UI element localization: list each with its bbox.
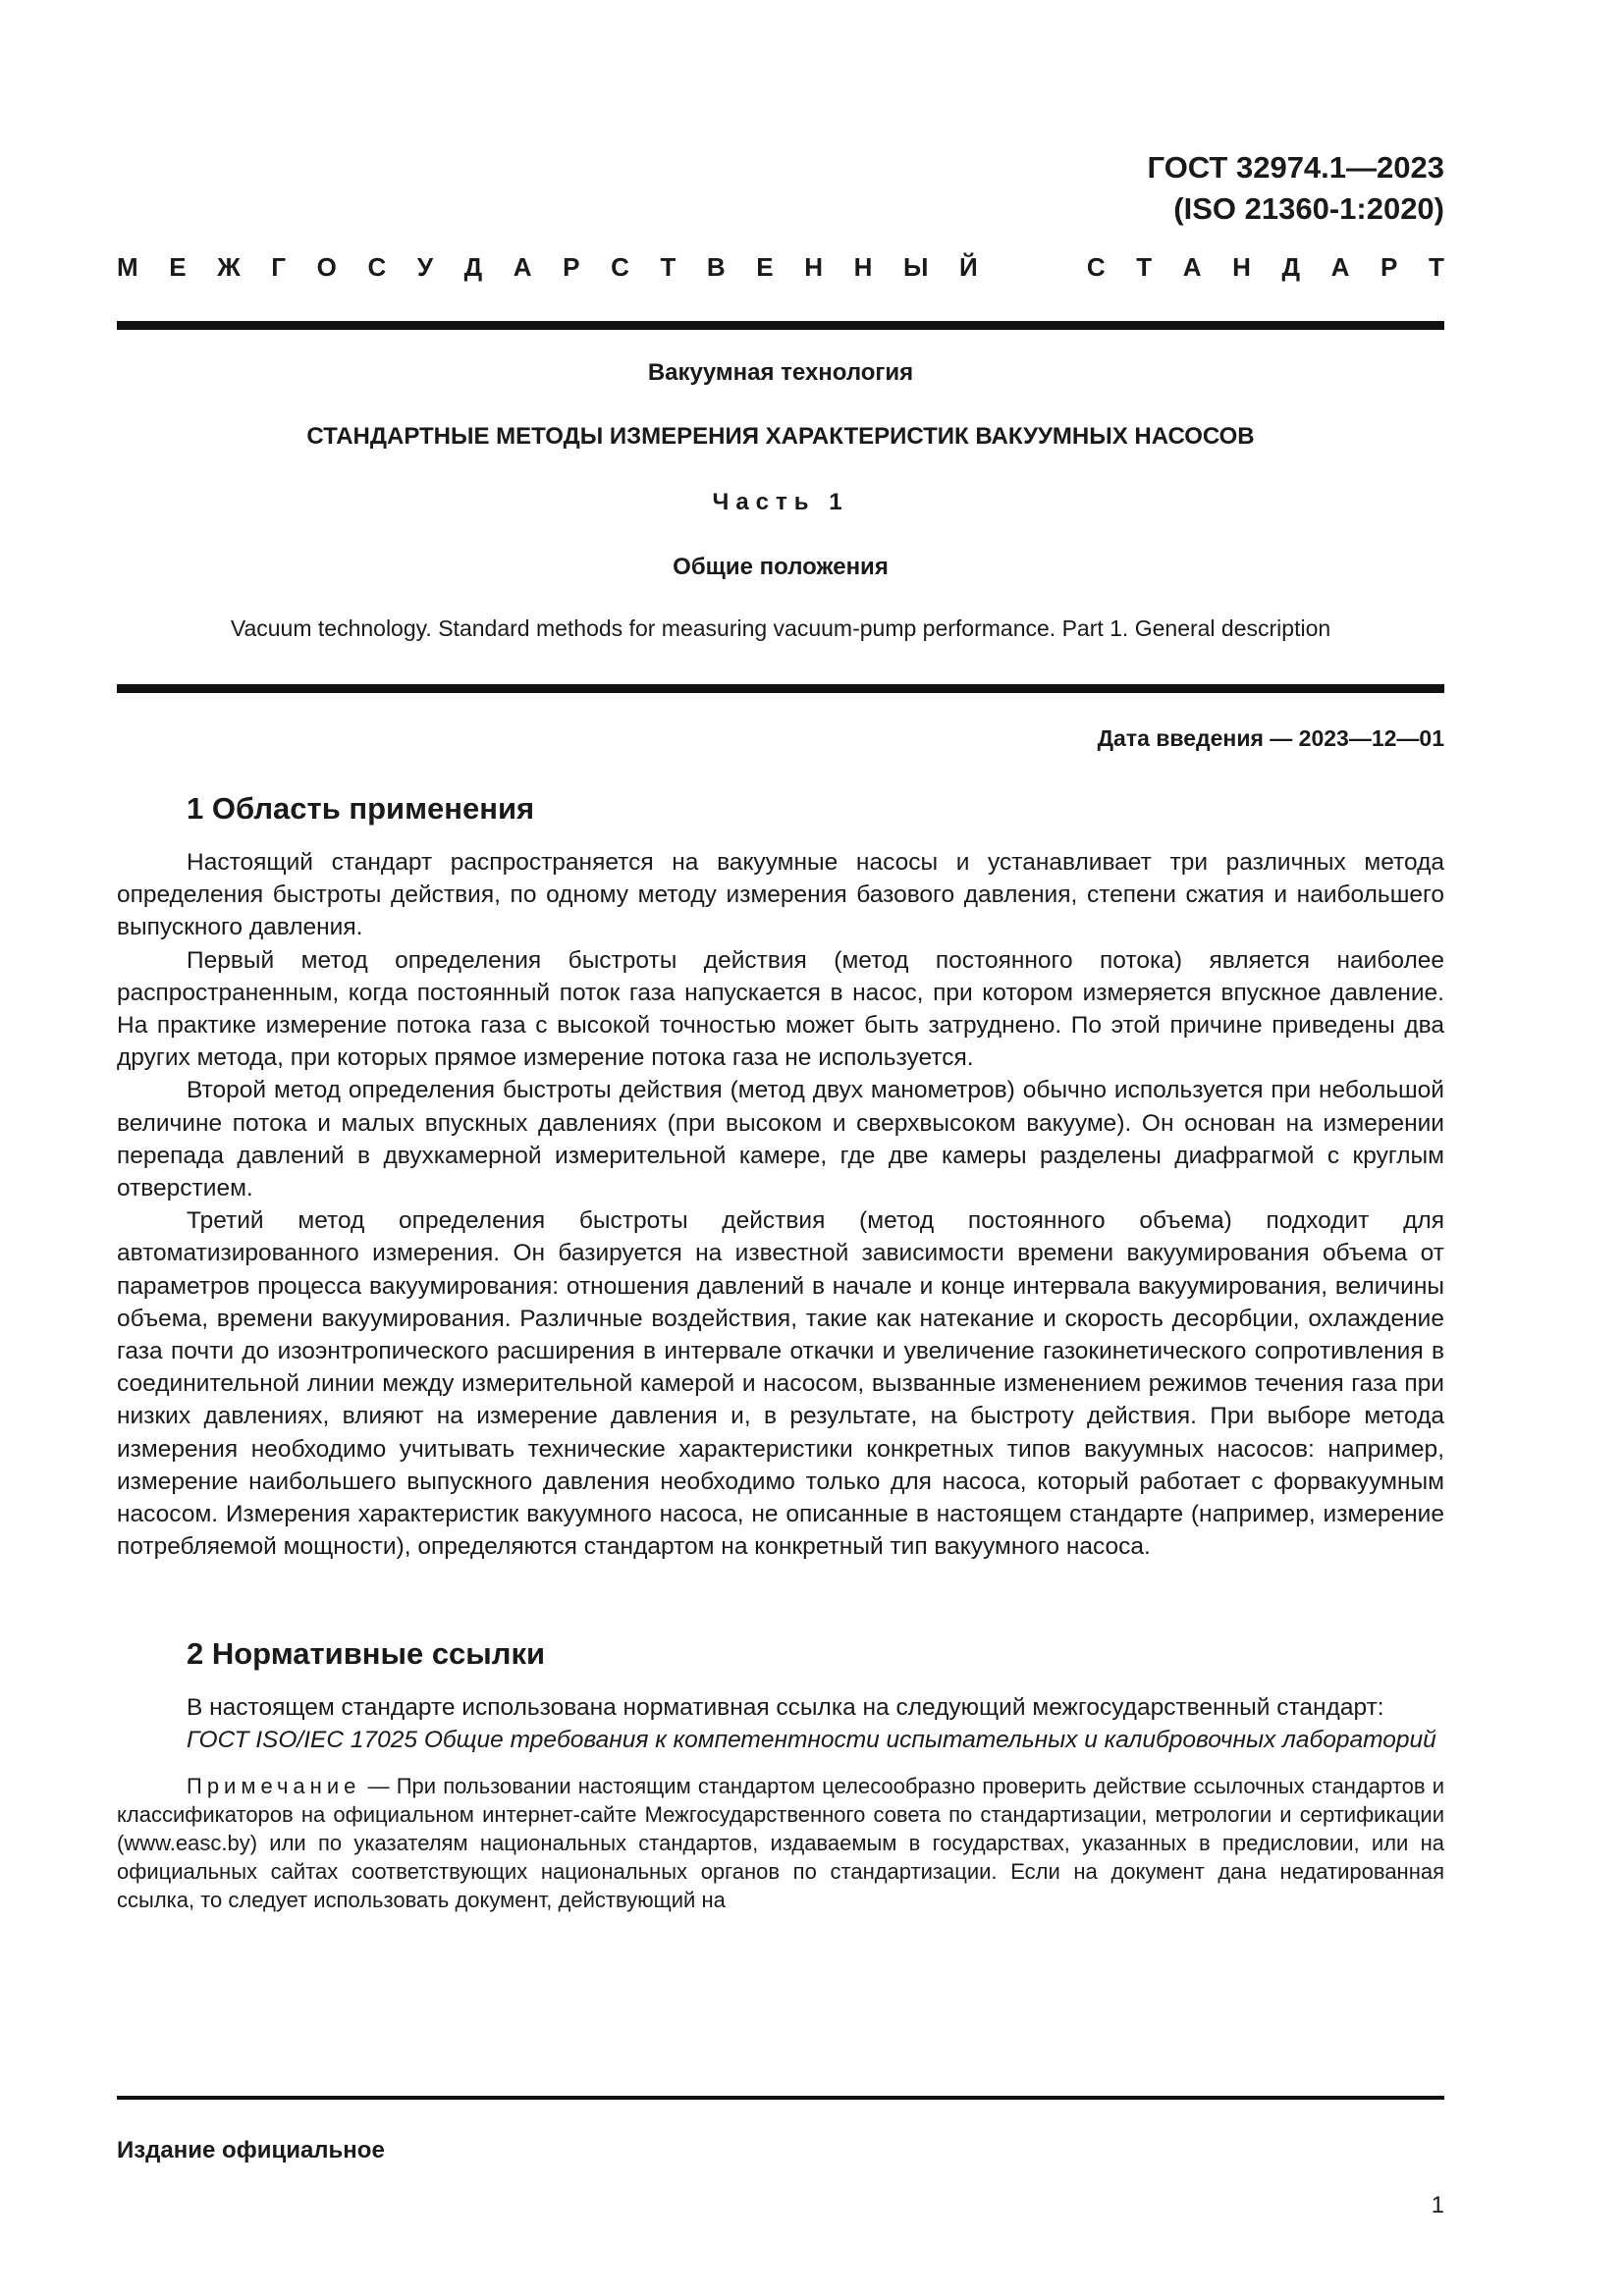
section-1-paragraph: Третий метод определения быстроты действия (метод постоянного объема) подходит для автоматизированного измерения. Он базируется на известной зависимости времени вакуумирования объема от параметров процесса вакуумирования: отношения давлений в начале и конце интервала вакуумирования, величины объема, времени вакуумирования. Различные воздействия, такие как натекание и скорость десорбции, охлаждение газа почти до изоэнтропического расширения в интервале откачки и увеличение газокинетического сопротивления в соединительной линии между измерительной камерой и насосом, вызванные изменением режимов течения газа при низких давлениях, влияют на измерение давления и, в результате, на быстроту действия. При выборе метода измерения необходимо учитывать технические характеристики конкретных типов вакуумных насосов: например, измерение наибольшего выпускного давления необходимо только для насоса, который работает с форвакуумным насосом. Измерения характеристик вакуумного насоса, не описанные в настоящем стандарте (например, измерение потребляемой мощности), определяются стандартом на конкретный тип вакуумного насоса.	[117, 1207, 1444, 1561]
section-2-title: 2 Нормативные ссылки	[187, 1636, 546, 1671]
standard-heading-letter: С	[1086, 252, 1106, 282]
standard-heading-gap	[1008, 251, 1056, 283]
note	[117, 1772, 1444, 1914]
section-1-paragraph: Первый метод определения быстроты действия (метод постоянного потока) является наиболее распространенным, когда постоянный поток газа напускается в насос, при котором измеряется впускное давление. На практике измерение потока газа с высокой точностью может быть затруднено. По этой причине приведены два других метода, при которых прямое измерение потока газа не используется.	[117, 946, 1444, 1072]
footer-divider	[117, 2096, 1444, 2100]
normative-reference: ГОСТ ISO/IEC 17025 Общие требования к компетентности испытательных и калибровочных лабораторий	[187, 1727, 1436, 1754]
gost-number-line1: ГОСТ 32974.1—2023	[1147, 150, 1444, 185]
standard-heading-letter: Д	[1281, 252, 1301, 282]
document-title: СТАНДАРТНЫЕ МЕТОДЫ ИЗМЕРЕНИЯ ХАРАКТЕРИСТИК ВАКУУМНЫХ НАСОСОВ	[306, 423, 1255, 450]
standard-heading-letter: Н	[1232, 252, 1251, 282]
standard-heading-letter: А	[1182, 252, 1202, 282]
interstate-standard-heading	[117, 251, 1444, 283]
standard-heading-letter: У	[416, 252, 434, 282]
document-part: Часть 1	[712, 489, 849, 515]
standard-heading-letter: Т	[1428, 252, 1444, 282]
note-text: — При пользовании настоящим стандартом целесообразно проверить действие ссылочных стандартов и классификаторов на официальном интернет-сайте Межгосударственного совета по стандартизации, метрологии и сертификации (www.easc.by) или по указателям национальных стандартов, издаваемым в государствах, указанных в предисловии, или на официальных сайтах соответствующих национальных органов по стандартизации. Если на документ дана недатированная ссылка, то следует использовать документ, действующий на	[117, 1774, 1444, 1913]
section-1-title: 1 Область применения	[187, 791, 535, 826]
standard-heading-letter: Е	[756, 252, 774, 282]
intro-date: Дата введения — 2023—12—01	[1097, 725, 1444, 751]
standard-heading-letter: Т	[660, 252, 677, 282]
gost-number	[1148, 147, 1444, 230]
standard-heading-letter: Р	[1380, 252, 1398, 282]
section-1-paragraph: Настоящий стандарт распространяется на вакуумные насосы и устанавливает три различных метода определения быстроты действия, по одному методу измерения базового давления, степени сжатия и наибольшего выпускного давления.	[117, 849, 1444, 941]
standard-heading-letter: О	[316, 252, 337, 282]
document-domain: Вакуумная технология	[647, 359, 914, 386]
standard-heading-letter: Й	[959, 252, 978, 282]
standard-heading-letter: В	[706, 252, 726, 282]
official-edition-label: Издание официальное	[117, 2137, 385, 2163]
standard-heading-letter: Ж	[217, 252, 241, 282]
page-number: 1	[1431, 2192, 1444, 2218]
document-page	[117, 0, 1444, 2296]
standard-heading-letter: Н	[804, 252, 824, 282]
standard-heading-letter: Е	[169, 252, 187, 282]
title-divider	[117, 684, 1444, 693]
section-normative-references	[117, 1634, 1444, 1914]
top-divider	[117, 321, 1444, 330]
standard-heading-letter: Т	[1136, 252, 1153, 282]
note-label: Примечание	[187, 1774, 361, 1799]
standard-heading-letter: Д	[463, 252, 483, 282]
standard-heading-letter: С	[611, 252, 629, 282]
standard-heading-letter: С	[367, 252, 387, 282]
section-1-paragraph: Второй метод определения быстроты действия (метод двух манометров) обычно используется при небольшой величине потока и малых впускных давлениях (при высоком и сверхвысоком вакууме). Он основан на измерении перепада давлений в двухкамерной измерительной камере, где две камеры разделены диафрагмой с круглым отверстием.	[117, 1077, 1444, 1202]
standard-heading-letter: А	[513, 252, 532, 282]
section-2-intro: В настоящем стандарте использована нормативная ссылка на следующий межгосударственный стандарт:	[187, 1694, 1384, 1721]
standard-heading-letter: А	[1330, 252, 1350, 282]
section-scope	[117, 789, 1444, 1563]
standard-heading-letter: Г	[271, 252, 287, 282]
standard-heading-letter: Р	[563, 252, 580, 282]
english-title: Vacuum technology. Standard methods for measuring vacuum-pump performance. Part 1. General description	[230, 615, 1331, 641]
standard-heading-letter: Ы	[902, 252, 929, 282]
gost-number-line2: (ISO 21360-1:2020)	[1173, 191, 1444, 226]
standard-heading-letter: Н	[853, 252, 873, 282]
standard-heading-letter: М	[117, 252, 138, 282]
document-subtitle: Общие положения	[673, 554, 889, 580]
